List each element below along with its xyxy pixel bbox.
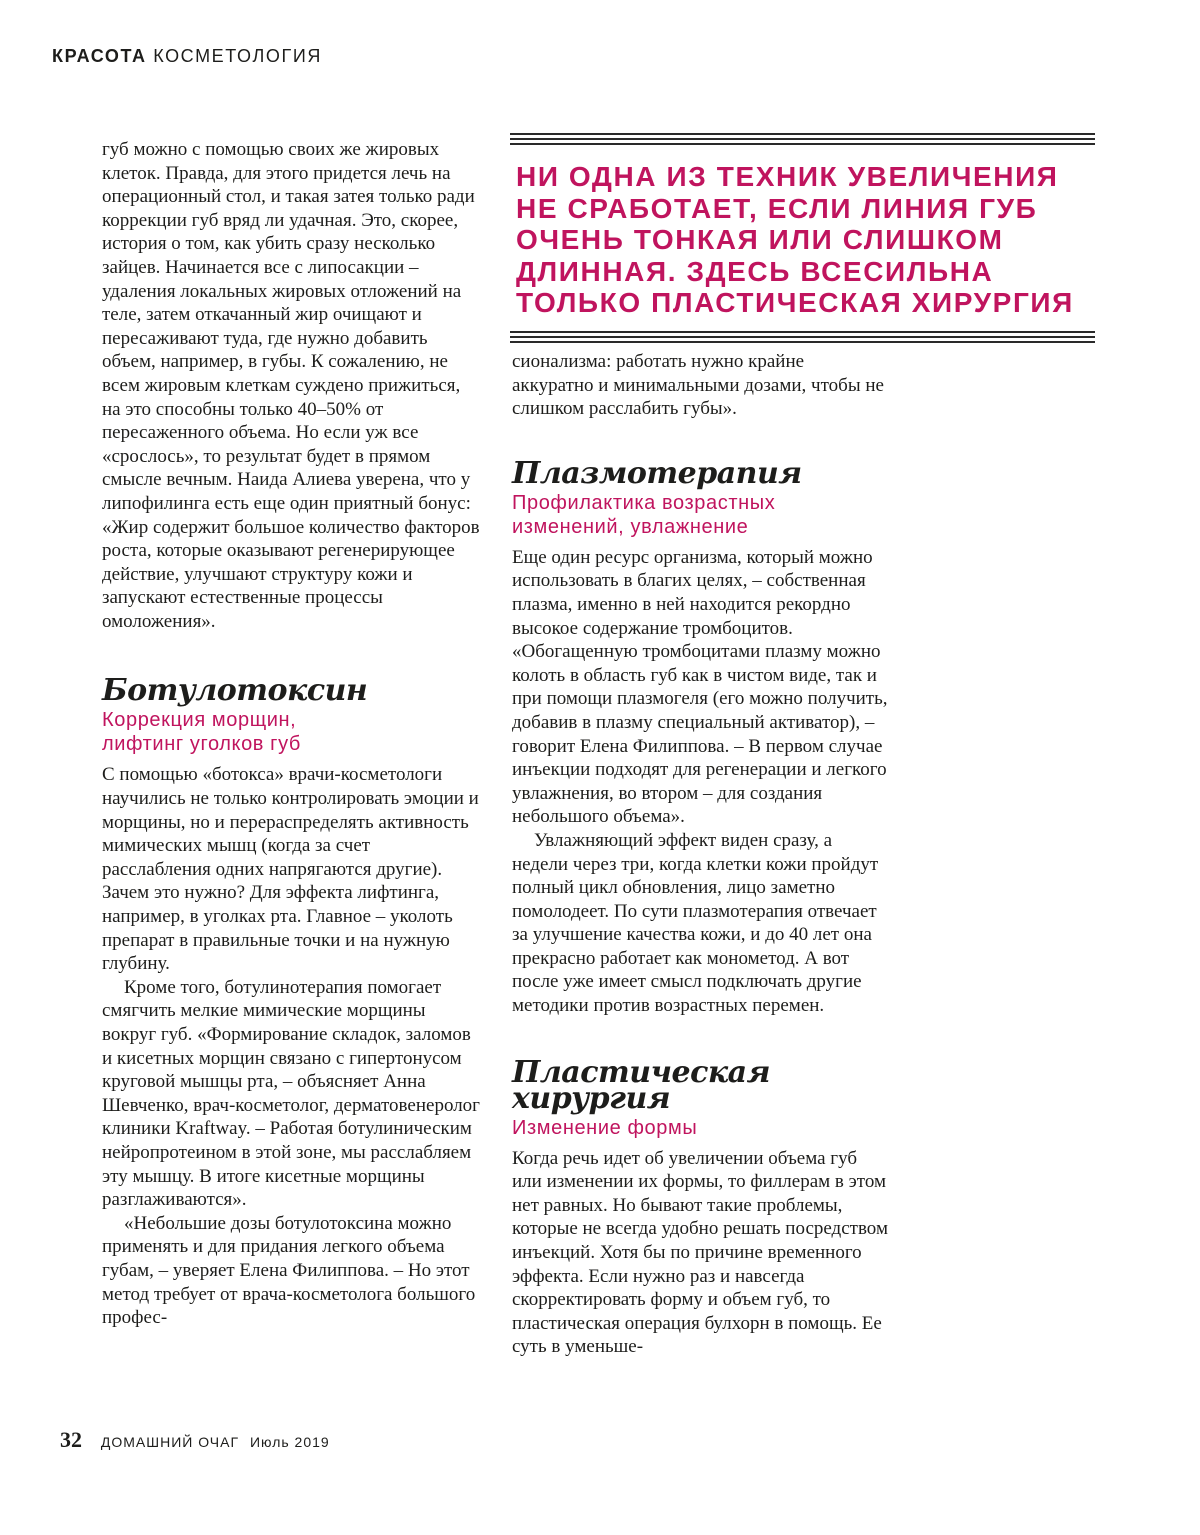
header-subsection: КОСМЕТОЛОГИЯ: [153, 46, 322, 66]
plasma-body: [512, 546, 888, 1018]
botox-title: Ботулотоксин: [102, 673, 368, 709]
header-section: КРАСОТА: [52, 46, 147, 66]
pull-quote-line-1: НИ ОДНА ИЗ ТЕХНИК УВЕЛИЧЕНИЯ: [516, 161, 1059, 192]
botox-subtitle: [102, 708, 480, 756]
page-number: 32: [60, 1427, 82, 1452]
botox-paragraph-3: «Небольшие дозы ботулотоксина можно применять и для придания легкого объема губам, – уверяет Елена Филиппова. – Но этот метод требует от врача-косметолога большого профес-: [102, 1212, 476, 1329]
pull-quote-line-3: ОЧЕНЬ ТОНКАЯ ИЛИ СЛИШКОМ: [516, 224, 1004, 255]
plasma-subtitle-line1: Профилактика возрастных: [512, 491, 776, 514]
plasma-paragraph-1: Еще один ресурс организма, который можно использовать в благих целях, – собственная плазма, именно в ней находится рекордно высокое содержание тромбоцитов. «Обогащенную тромбоцитами плазму можно колоть в область губ как в чистом виде, так и при помощи плазмогеля (его можно получить, добавив в плазму специальный активатор), – говорит Елена Филиппова. – В первом случае инъекции подходят для регенерации и легкого увлажнения, во втором – для создания небольшого объема».: [512, 546, 888, 828]
quote-bottom-rules: [510, 331, 1095, 345]
page-footer: [60, 1427, 330, 1453]
surgery-section: [512, 1054, 888, 1359]
quote-top-rules: [510, 133, 1095, 147]
continuation-paragraph: [512, 350, 888, 421]
surgery-title: [512, 1054, 888, 1116]
surgery-subtitle: Изменение формы: [512, 1116, 698, 1139]
left-column: [102, 138, 480, 1330]
pull-quote-line-5: ТОЛЬКО ПЛАСТИЧЕСКАЯ ХИРУРГИЯ: [516, 287, 1074, 318]
intro-text: губ можно с помощью своих же жировых клеток. Правда, для этого придется лечь на операционный стол, и такая затея только ради коррекции губ вряд ли удачная. Это, скорее, история о том, как убить сразу несколько зайцев. Начинается все с липосакции – удаления локальных жировых отложений на теле, затем откачанный жир очищают и пересаживают туда, где нужно добавить объем, например, в губы. К сожалению, не всем жировым клеткам суждено прижиться, на это способны только 40–50% от пересаженного объема. Но если уж все «срослось», то результат будет в прямом смысле вечным. Наида Алиева уверена, что у липофилинга есть еще один приятный бонус: «Жир содержит большое количество факторов роста, которые оказывают регенерирующее действие, улучшают структуру кожи и запускают естественные процессы омоложения».: [102, 139, 480, 632]
botox-section: [102, 673, 480, 1329]
magazine-name: ДОМАШНИЙ ОЧАГ: [100, 1434, 240, 1450]
plasma-paragraph-2: Увлажняющий эффект виден сразу, а недели через три, когда клетки кожи пройдут полный цикл обновления, лицо заметно помолодеет. По сути плазмотерапия отвечает за улучшение качества кожи, и до 40 лет она прекрасно работает как монометод. А вот после уже имеет смысл подключать другие методики против возрастных перемен.: [512, 829, 879, 1017]
botox-paragraph-1: С помощью «ботокса» врачи-косметологи научились не только контролировать эмоции и морщины, но и перераспределять активность мимических мышц (когда за счет расслабления одних напрягаются другие). Зачем это нужно? Для эффекта лифтинга, например, в уголках рта. Главное – уколоть препарат в правильные точки и на нужную глубину.: [102, 764, 479, 975]
pull-quote: [510, 133, 1095, 345]
intro-paragraph: [102, 138, 480, 633]
botox-subtitle-line2: лифтинг уголков губ: [102, 733, 301, 756]
pull-quote-line-4: ДЛИННАЯ. ЗДЕСЬ ВСЕСИЛЬНА: [516, 255, 994, 287]
pull-quote-line-2: НЕ СРАБОТАЕТ, ЕСЛИ ЛИНИЯ ГУБ: [516, 192, 1038, 224]
running-header: [52, 46, 322, 67]
continuation-text: сионализма: работать нужно крайне аккуратно и минимальными дозами, чтобы не слишком расслабить губы».: [512, 351, 884, 420]
botox-subtitle-line1: Коррекция морщин,: [102, 709, 297, 732]
surgery-body: [512, 1147, 888, 1359]
pull-quote-text: [516, 161, 1095, 319]
surgery-paragraph-1: Когда речь идет об увеличении объема губ или изменении их формы, то филлерам в этом нет равных. Но бывают такие проблемы, которые не всегда удобно решать посредством инъекций. Хотя бы по причине временного эффекта. Если нужно раз и навсегда скорректировать форму и объем губ, то пластическая операция булхорн в помощь. Ее суть в уменьше-: [512, 1147, 888, 1358]
plasma-subtitle-line2: изменений, увлажнение: [512, 515, 749, 538]
surgery-title-line2: хирургия: [512, 1080, 671, 1116]
botox-paragraph-2: Кроме того, ботулинотерапия помогает смягчить мелкие мимические морщины вокруг губ. «Формирование складок, заломов и кисетных морщин связано с гипертонусом круговой мышцы рта, – объясняет Анна Шевченко, врач-косметолог, дерматовенеролог клиники Kraftway. – Работая ботулиническим нейропротеином в этой зоне, мы расслабляем эту мышцу. В итоге кисетные морщины разглаживаются».: [102, 976, 480, 1211]
plasma-section: [512, 455, 888, 1018]
right-column: [512, 350, 888, 1359]
issue-date: Июль 2019: [249, 1434, 330, 1450]
surgery-title-line1: Пластическая: [512, 1054, 770, 1090]
plasma-title: Плазмотерапия: [512, 455, 802, 491]
plasma-subtitle: [512, 491, 888, 539]
botox-body: [102, 763, 480, 1329]
